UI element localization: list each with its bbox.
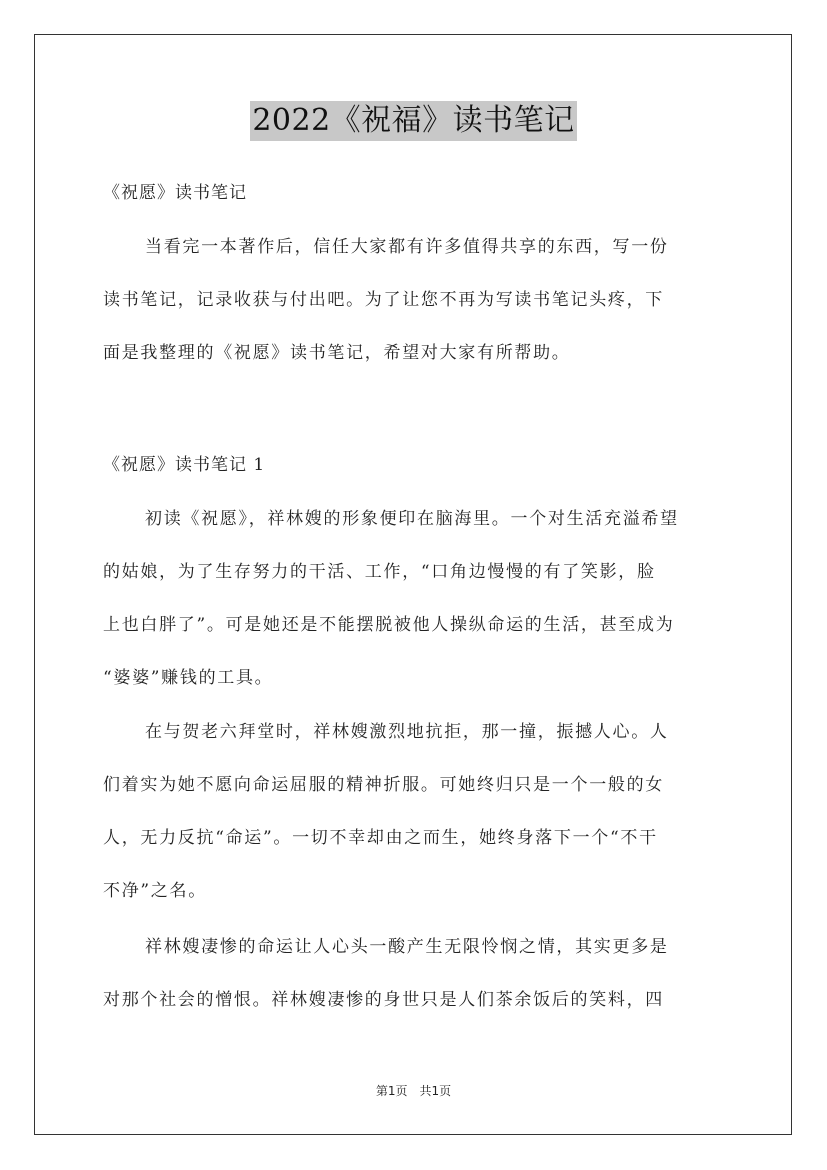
text-line: 上也白胖了”。可是她还是不能摆脱被他人操纵命运的生活，甚至成为 — [103, 615, 675, 635]
text-line: 对那个社会的憎恨。祥林嫂凄惨的身世只是人们茶余饭后的笑料，四 — [103, 990, 664, 1010]
text-line: 不净”之名。 — [103, 881, 207, 901]
page-footer — [0, 1083, 827, 1099]
section-heading: 《祝愿》读书笔记 1 — [103, 455, 266, 475]
text-line: 们着实为她不愿向命运屈服的精神折服。可她终归只是一个一般的女 — [103, 775, 664, 795]
text-line: 人，无力反抗“命运”。一切不幸却由之而生，她终身落下一个“不干 — [103, 828, 658, 848]
paragraph-2 — [103, 720, 725, 932]
text-line: 初读《祝愿》，祥林嫂的形象便印在脑海里。一个对生活充溢希望 — [145, 509, 679, 529]
text-line: 祥林嫂凄惨的命运让人心头一酸产生无限怜悯之情，其实更多是 — [145, 937, 669, 957]
paragraph-3 — [103, 935, 725, 1041]
page-total: 共1页 — [419, 1084, 452, 1098]
paragraph-1 — [103, 507, 725, 719]
intro-heading: 《祝愿》读书笔记 — [103, 183, 247, 203]
text-line: 读书笔记，记录收获与付出吧。为了让您不再为写读书笔记头疼，下 — [103, 290, 664, 310]
text-line: 的姑娘，为了生存努力的干活、工作，“口角边慢慢的有了笑影，脸 — [103, 562, 656, 582]
text-line: 面是我整理的《祝愿》读书笔记，希望对大家有所帮助。 — [103, 343, 571, 363]
text-line: “婆婆”赚钱的工具。 — [103, 668, 274, 688]
text-line: 当看完一本著作后，信任大家都有许多值得共享的东西，写一份 — [145, 237, 669, 257]
document-title: 2022《祝福》读书笔记 — [250, 101, 576, 141]
intro-paragraph — [103, 235, 725, 394]
title-container — [0, 101, 827, 141]
page-number: 第1页 — [375, 1084, 408, 1098]
text-line: 在与贺老六拜堂时，祥林嫂激烈地抗拒，那一撞，振撼人心。人 — [145, 722, 669, 742]
